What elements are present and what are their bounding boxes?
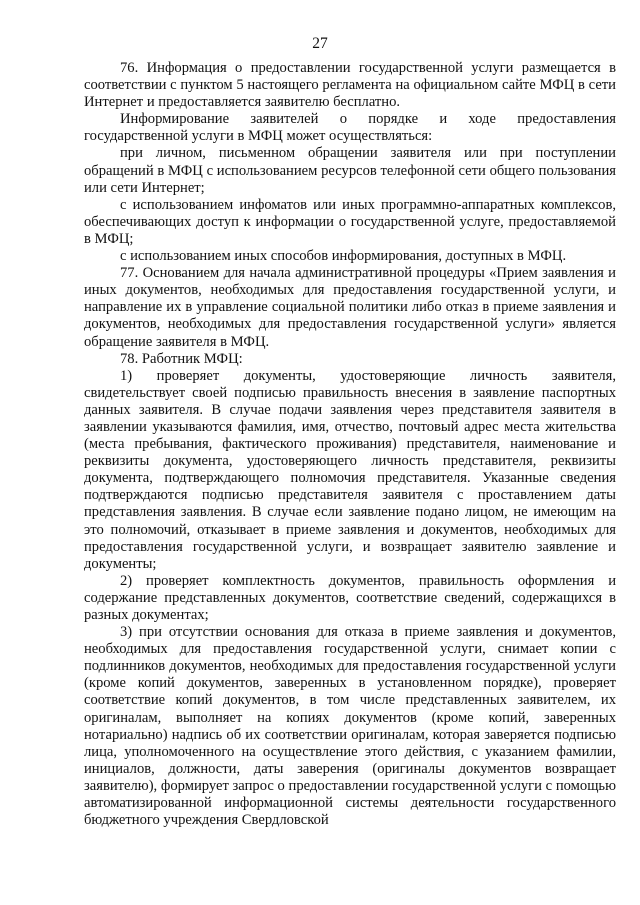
paragraph-informing: Информирование заявителей о порядке и ходе предоставления государственной услуги в МФЦ может осуществляться: [84,111,616,145]
paragraph-infomats: с использованием инфоматов или иных программно-аппаратных комплексов, обеспечивающих доступ к информации о государственной услуге, предоставляемой в МФЦ; [84,196,616,247]
paragraph-78-item-3: 3) при отсутствии основания для отказа в приеме заявления и документов, необходимых для предоставления государственной услуги, снимает копии с подлинников документов, необходимых для предоставления государственной услуги (кроме копий документов, заверенных в установленном порядке), проверяет соответствие копий документов, в том числе представленных заявителем, их оригиналам, выполняет на копиях документов (кроме копий, заверенных нотариально) надпись об их соответствии оригиналам, которая заверяется подписью лица, уполномоченного на осуществление этого действия, с указанием фамилии, инициалов, должности, даты заверения (оригиналы документов возвращает заявителю), формирует запрос о предоставлении государственной услуги с помощью автоматизированной информационной системы деятельности государственного бюджетного учреждения Свердловской [84,624,616,829]
paragraph-77: 77. Основанием для начала административной процедуры «Прием заявления и иных документов, необходимых для предоставления государственной услуги, и направление их в управление социальной политики либо отказ в приеме заявления и документов, необходимых для предоставления государственной услуги» является обращение заявителя в МФЦ. [84,265,616,350]
paragraph-78: 78. Работник МФЦ: [120,350,243,367]
paragraph-78-item-2: 2) проверяет комплектность документов, правильность оформления и содержание представленных документов, соответствие сведений, содержащихся в разных документах; [84,572,616,623]
paragraph-other-methods: с использованием иных способов информирования, доступных в МФЦ. [120,248,567,265]
paragraph-78-item-1: 1) проверяет документы, удостоверяющие личность заявителя, свидетельствует своей подписью правильность внесения в заявление паспортных данных заявителя. В случае подачи заявления через представителя заявителя в заявлении указываются фамилия, имя, отчество, почтовый адрес места жительства (места пребывания, фактического проживания) представителя, наименование и реквизиты документа, удостоверяющего личность представителя, реквизиты документа, подтверждающего полномочия представителя. Указанные сведения подтверждаются подписью представителя заявителя с проставлением даты представления заявления. В случае если заявление подано лицом, не имеющим на это полномочий, отказывает в приеме заявления и документов, необходимых для предоставления государственной услуги, и возвращает заявителю заявление и документы; [84,367,616,572]
paragraph-personal-appeal: при личном, письменном обращении заявителя или при поступлении обращений в МФЦ с использованием ресурсов телефонной сети общего пользования или сети Интернет; [84,145,616,196]
page-number: 27 [312,35,328,52]
body-text [84,60,616,829]
paragraph-76: 76. Информация о предоставлении государственной услуги размещается в соответствии с пунктом 5 настоящего регламента на официальном сайте МФЦ в сети Интернет и предоставляется заявителю бесплатно. [84,60,616,111]
